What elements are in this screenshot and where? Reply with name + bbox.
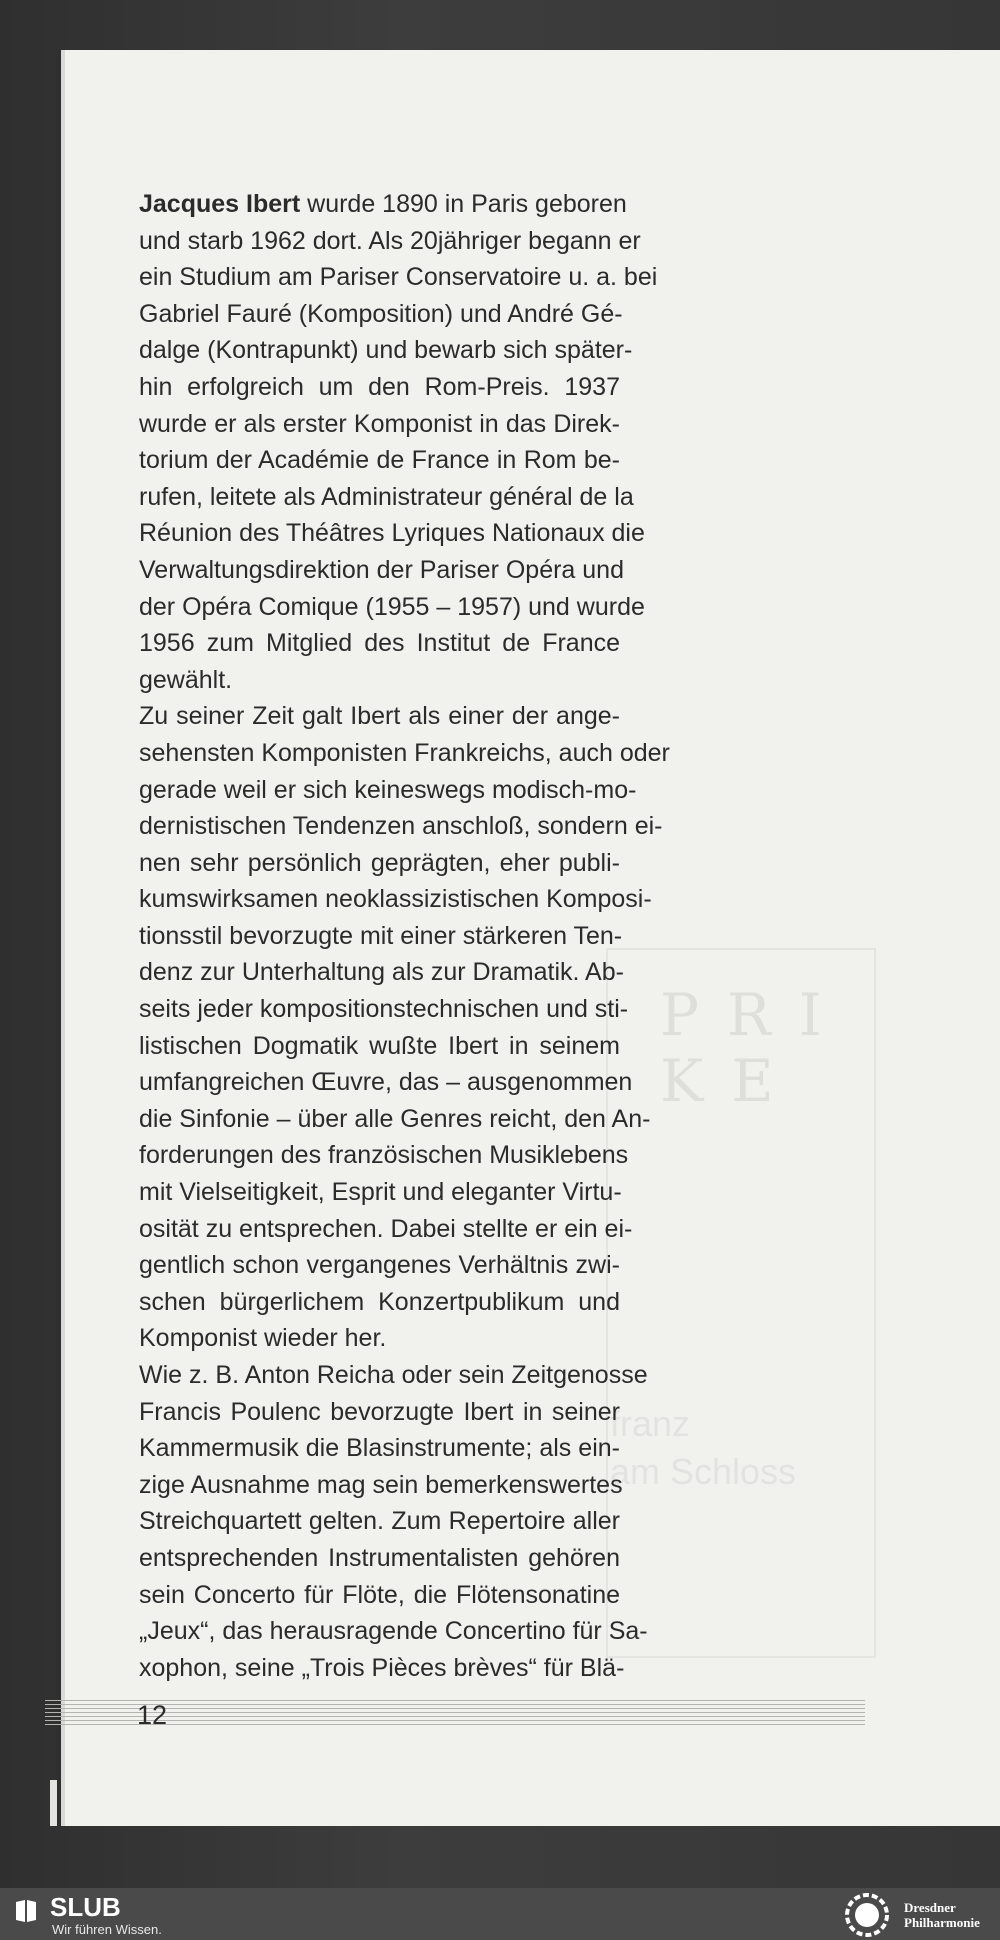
text-line: der Opéra Comique (1955 – 1957) und wurde [139,592,645,621]
show-through-letters: PRI KE [660,981,850,1115]
text-line: zige Ausnahme mag sein bemerkenswertes [139,1470,623,1499]
page-number: 12 [137,1700,168,1730]
text-line: entsprechenden Instrumentalisten gehören [139,1543,620,1572]
text-line: forderungen des französischen Musiklebens [139,1141,629,1170]
text-line: tionsstil bevorzugte mit einer stärkeren Ten- [139,921,623,950]
text-line: rufen, leitete als Administrateur général de la [139,482,634,511]
partner-line-2: Philharmonie [904,1915,980,1930]
slub-book-icon [14,1898,38,1924]
text-line: mit Vielseitigkeit, Esprit und eleganter Virtu- [139,1178,622,1207]
text-line: dernistischen Tendenzen anschloß, sondern ei- [139,812,663,841]
text-line: Réunion des Théâtres Lyriques Nationaux die [139,519,645,548]
text-line: hin erfolgreich um den Rom-Preis. 1937 [139,372,620,401]
text-line: gentlich schon vergangenes Verhältnis zwi- [139,1251,620,1280]
show-through-text: franz am Schloss [610,1403,797,1492]
viewer-footer-bar [0,1888,1000,1940]
text-line: Komponist wieder her. [139,1324,387,1353]
text-line: gerade weil er sich keineswegs modisch-mo- [139,775,637,804]
text-line: ein Studium am Pariser Conservatoire u. a. bei [139,263,658,292]
text-line: listischen Dogmatik wußte Ibert in seinem [139,1031,620,1060]
slub-claim: Wir führen Wissen. [52,1922,162,1937]
text-line: denz zur Unterhaltung als zur Dramatik. Ab- [139,958,624,987]
text-line: xophon, seine „Trois Pièces brèves“ für Blä- [139,1653,625,1682]
text-line: sehensten Komponisten Frankreichs, auch oder [139,738,670,767]
paragraph [139,186,658,698]
text-line: Zu seiner Zeit galt Ibert als einer der ange- [139,702,620,731]
lead-line-rest: wurde 1890 in Paris geboren [300,190,627,218]
slub-logo-text[interactable]: SLUB [50,1892,121,1922]
text-line: Streichquartett gelten. Zum Repertoire aller [139,1507,620,1536]
text-line: gewählt. [139,665,233,694]
paragraph [139,1357,648,1686]
text-line: Gabriel Fauré (Komposition) und André Gé- [139,299,623,328]
lead-name: Jacques Ibert [139,190,301,218]
text-line: Verwaltungsdirektion der Pariser Opéra und [139,555,624,584]
text-line: nen sehr persönlich geprägten, eher publi- [139,848,620,877]
text-line: osität zu entsprechen. Dabei stellte er ein ei- [139,1214,633,1243]
text-line: kumswirksamen neoklassizistischen Komposi- [139,885,652,914]
text-line: 1956 zum Mitglied des Institut de France [139,629,620,658]
philharmonie-emblem-icon[interactable] [842,1892,892,1938]
text-line: schen bürgerlichem Konzertpublikum und [139,1287,620,1316]
text-line: die Sinfonie – über alle Genres reicht, den An- [139,1104,651,1133]
text-line [139,186,627,223]
text-line: umfangreichen Œuvre, das – ausgenommen [139,1068,633,1097]
partner-line-1: Dresdner [904,1900,956,1915]
body-text [139,186,670,1686]
partner-name [904,1900,1000,1930]
text-line: sein Concerto für Flöte, die Flötensonatine [139,1580,620,1609]
text-line: Wie z. B. Anton Reicha oder sein Zeitgenosse [139,1361,648,1389]
text-line: torium der Académie de France in Rom be- [139,446,620,475]
text-line: seits jeder kompositionstechnischen und sti- [139,995,629,1024]
text-line: und starb 1962 dort. Als 20jähriger begann er [139,226,641,255]
text-line: dalge (Kontrapunkt) und bewarb sich später- [139,336,633,365]
paragraph [139,698,670,1357]
text-line: wurde er als erster Komponist in das Direk- [139,409,620,438]
footer-rules [45,1700,865,1728]
text-line: „Jeux“, das herausragende Concertino für Sa- [139,1617,648,1646]
text-line: Kammermusik die Blasinstrumente; als ein- [139,1434,620,1463]
text-line: Francis Poulenc bevorzugte Ibert in seiner [139,1397,620,1426]
